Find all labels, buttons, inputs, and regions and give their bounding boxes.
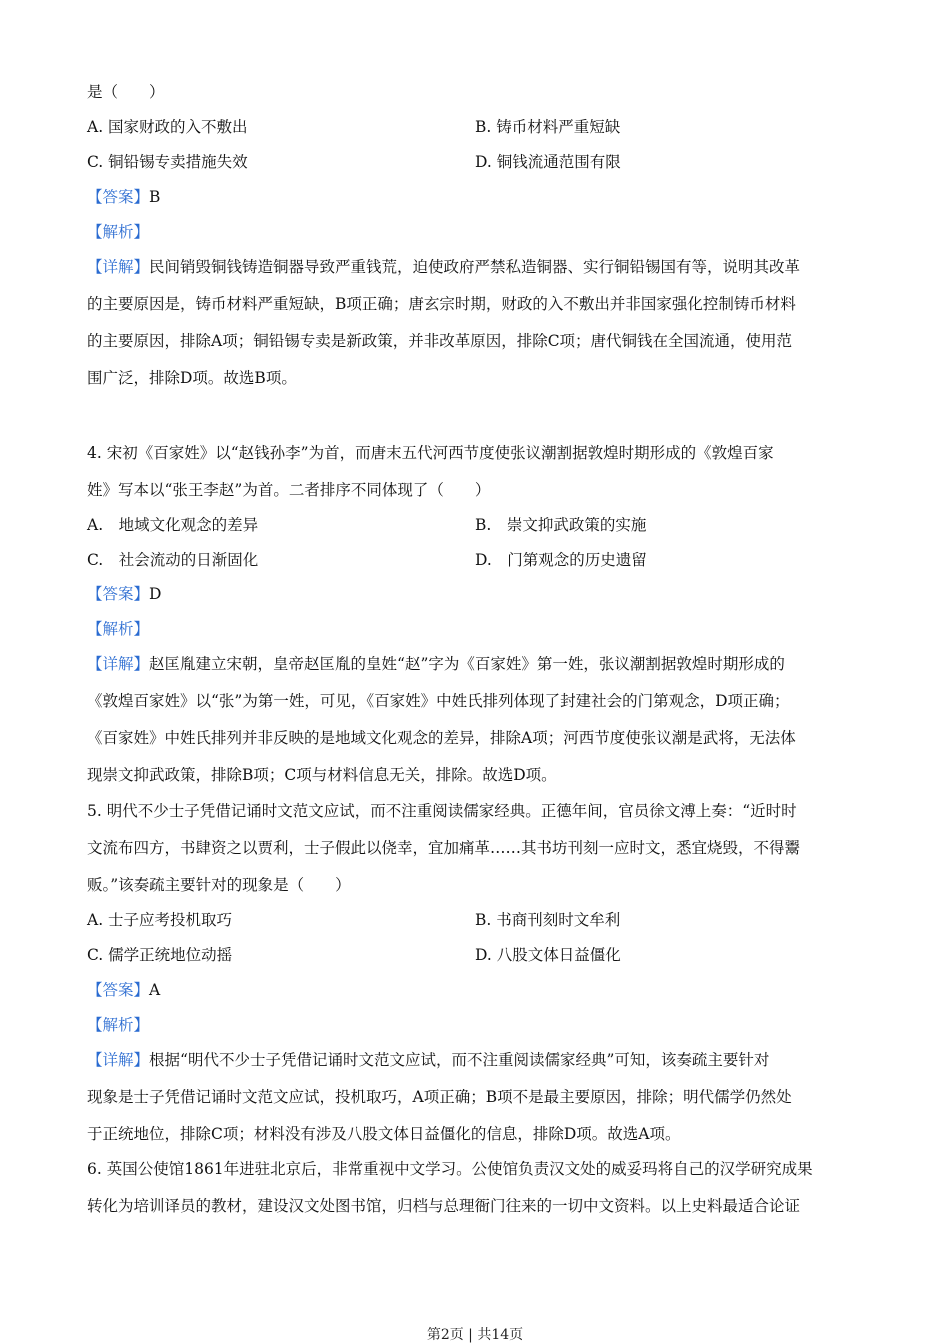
q3-detail-line-2: 的主要原因是，铸币材料严重短缺，B项正确；唐玄宗时期，财政的入不敷出并非国家强化控制铸币材料	[87, 295, 796, 313]
q3-option-b: B. 铸币材料严重短缺	[475, 118, 621, 136]
detail-text: 根据“明代不少士子凭借记诵时文范文应试，而不注重阅读儒家经典”可知，该奏疏主要针对	[149, 1051, 770, 1069]
q4-analysis	[87, 619, 910, 639]
q4-detail-line-4: 现崇文抑武政策，排除B项；C项与材料信息无关，排除。故选D项。	[87, 766, 557, 784]
q5-stem-line-3: 贩。”该奏疏主要针对的现象是（ ）	[87, 876, 351, 894]
answer-tag: 【答案】	[87, 981, 150, 999]
answer-value: A	[149, 981, 161, 999]
q4-stem-line-2: 姓》写本以“张王李赵”为首。二者排序不同体现了（ ）	[87, 481, 491, 499]
q5-answer	[87, 980, 910, 1000]
answer-tag: 【答案】	[87, 585, 150, 603]
answer-value: D	[149, 585, 162, 603]
q5-stem-line-1: 5. 明代不少士子凭借记诵时文范文应试，而不注重阅读儒家经典。正德年间，官员徐文溥上奏：“近时时	[87, 802, 797, 820]
q5-option-d: D. 八股文体日益僵化	[475, 946, 621, 964]
q4-stem-line-1: 4. 宋初《百家姓》以“赵钱孙李”为首，而唐末五代河西节度使张议潮割据敦煌时期形成的《敦煌百家	[87, 444, 774, 462]
detail-tag: 【详解】	[87, 258, 150, 276]
analysis-tag: 【解析】	[87, 223, 150, 241]
q4-detail-line-1	[87, 654, 910, 674]
q4-option-c: C. 社会流动的日渐固化	[87, 551, 259, 569]
q6-stem-line-2: 转化为培训译员的教材，建设汉文处图书馆，归档与总理衙门往来的一切中文资料。以上史料最适合论证	[87, 1197, 801, 1215]
q5-detail-line-2: 现象是士子凭借记诵时文范文应试，投机取巧，A项正确；B项不是最主要原因，排除；明代儒学仍然处	[87, 1088, 792, 1106]
q4-answer	[87, 584, 910, 604]
q5-option-a: A. 士子应考投机取巧	[87, 911, 233, 929]
q3-analysis	[87, 222, 910, 242]
q5-option-c: C. 儒学正统地位动摇	[87, 946, 233, 964]
detail-text: 民间销毁铜钱铸造铜器导致严重钱荒，迫使政府严禁私造铜器、实行铜铅锡国有等，说明其改革	[149, 258, 801, 276]
q3-option-c: C. 铜铅锡专卖措施失效	[87, 153, 248, 171]
q4-option-b: B. 崇文抑武政策的实施	[475, 516, 647, 534]
q4-option-d: D. 门第观念的历史遗留	[475, 551, 647, 569]
q5-detail-line-1	[87, 1050, 910, 1070]
answer-tag: 【答案】	[87, 188, 150, 206]
q5-option-b: B. 书商刊刻时文牟利	[475, 911, 621, 929]
q4-option-a: A. 地域文化观念的差异	[87, 516, 259, 534]
answer-value: B	[149, 188, 161, 206]
detail-text: 赵匡胤建立宋朝，皇帝赵匡胤的皇姓“赵”字为《百家姓》第一姓，张议潮割据敦煌时期形成的	[149, 655, 785, 673]
q3-stem-tail: 是（ ）	[87, 83, 165, 101]
q3-detail-line-4: 围广泛，排除D项。故选B项。	[87, 369, 297, 387]
detail-tag: 【详解】	[87, 1051, 150, 1069]
q5-stem-line-2: 文流布四方，书肆资之以贾利，士子假此以侥幸，宜加痛革……其书坊刊刻一应时文，悉宜烧毁，不得鬻	[87, 839, 801, 857]
analysis-tag: 【解析】	[87, 1016, 150, 1034]
q3-detail-line-3: 的主要原因，排除A项；铜铅锡专卖是新政策，并非改革原因，排除C项；唐代铜钱在全国流通，使用范	[87, 332, 793, 350]
q4-detail-line-2: 《敦煌百家姓》以“张”为第一姓，可见，《百家姓》中姓氏排列体现了封建社会的门第观念，D项正确；	[87, 692, 790, 710]
detail-tag: 【详解】	[87, 655, 150, 673]
analysis-tag: 【解析】	[87, 620, 150, 638]
q5-analysis	[87, 1015, 910, 1035]
q5-detail-line-3: 于正统地位，排除C项；材料没有涉及八股文体日益僵化的信息，排除D项。故选A项。	[87, 1125, 681, 1143]
q4-detail-line-3: 《百家姓》中姓氏排列并非反映的是地域文化观念的差异，排除A项；河西节度使张议潮是武将，无法体	[87, 729, 796, 747]
q3-answer	[87, 187, 910, 207]
q3-option-a: A. 国家财政的入不敷出	[87, 118, 248, 136]
page-footer: 第2页 | 共14页	[426, 1327, 524, 1343]
q3-option-d: D. 铜钱流通范围有限	[475, 153, 621, 171]
q6-stem-line-1: 6. 英国公使馆1861年进驻北京后，非常重视中文学习。公使馆负责汉文处的威妥玛将自己的汉学研究成果	[87, 1160, 813, 1178]
q3-detail-line-1	[87, 257, 910, 277]
